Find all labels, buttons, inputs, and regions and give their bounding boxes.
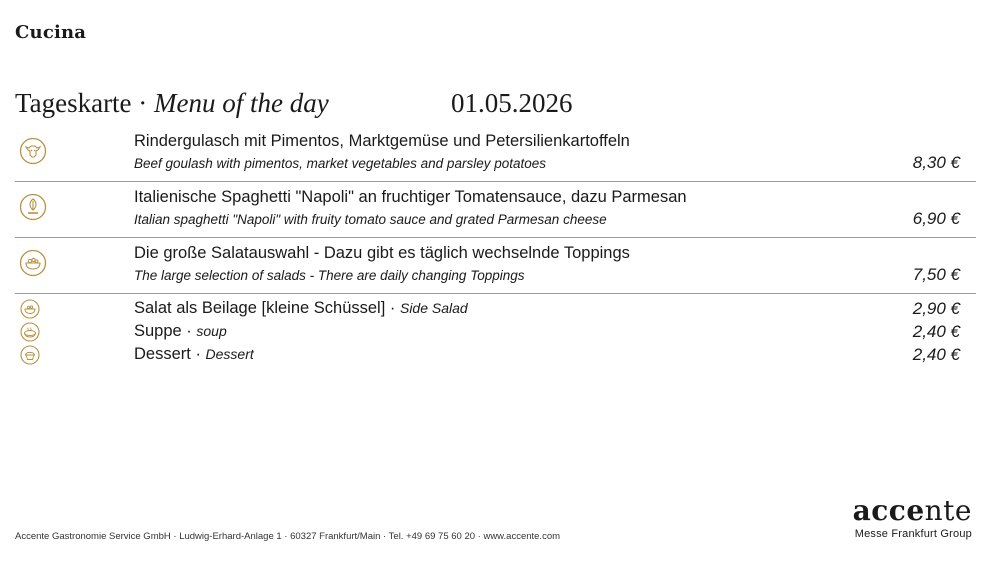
dish-name-en: The large selection of salads - There are daily changing Toppings	[134, 268, 525, 283]
sides-list	[15, 298, 976, 367]
side-name-en: Side Salad	[399, 300, 468, 316]
side-salad-icon	[20, 299, 40, 319]
side-price: 2,40 €	[912, 322, 960, 341]
dish-name-de: Die große Salatauswahl - Dazu gibt es täglich wechselnde Toppings	[134, 244, 630, 262]
dish-price: 6,90 €	[912, 209, 960, 228]
dish-row	[15, 126, 976, 182]
heading-en: Menu of the day	[154, 88, 329, 118]
vegan-icon	[19, 193, 47, 221]
side-name-de: Salat als Beilage [kleine Schüssel]	[134, 299, 386, 317]
dish-name-de: Rindergulasch mit Pimentos, Marktgemüse und Petersilienkartoffeln	[134, 132, 630, 150]
side-separator: ·	[190, 345, 206, 363]
logo-group: Messe Frankfurt Group	[854, 528, 972, 540]
dessert-icon	[20, 345, 40, 365]
side-price: 2,40 €	[912, 345, 960, 364]
side-name-de: Suppe	[134, 322, 182, 340]
accente-logo	[853, 496, 972, 540]
dish-price: 8,30 €	[912, 153, 960, 172]
logo-bold: acce	[852, 494, 925, 527]
side-row	[15, 344, 976, 367]
logo-wordmark	[853, 496, 972, 526]
salad-bowl-icon	[19, 249, 47, 277]
side-separator: ·	[181, 322, 197, 340]
side-name-en: Dessert	[205, 346, 254, 362]
heading-separator: ·	[131, 88, 155, 118]
menu-heading	[15, 88, 573, 119]
beef-icon	[19, 137, 47, 165]
logo-light: nte	[924, 494, 972, 527]
side-separator: ·	[385, 299, 400, 317]
side-name	[134, 322, 227, 341]
dish-list	[15, 126, 976, 294]
dish-name-de: Italienische Spaghetti "Napoli" an fruchtiger Tomatensauce, dazu Parmesan	[134, 188, 687, 206]
side-name	[134, 345, 254, 364]
dish-name-en: Italian spaghetti "Napoli" with fruity tomato sauce and grated Parmesan cheese	[134, 212, 607, 227]
heading-de: Tageskarte	[15, 88, 132, 118]
venue-name: Cucina	[15, 22, 87, 43]
side-row	[15, 298, 976, 321]
side-name-en: soup	[196, 323, 227, 339]
side-name-de: Dessert	[134, 345, 191, 363]
dish-name-en: Beef goulash with pimentos, market vegetables and parsley potatoes	[134, 156, 546, 171]
dish-row	[15, 238, 976, 294]
footer-address: Accente Gastronomie Service GmbH · Ludwig-Erhard-Anlage 1 · 60327 Frankfurt/Main · Tel. +49 69 75 60 20 · www.accente.com	[15, 531, 561, 542]
dish-price: 7,50 €	[912, 265, 960, 284]
soup-icon	[20, 322, 40, 342]
side-row	[15, 321, 976, 344]
dish-row	[15, 182, 976, 238]
side-price: 2,90 €	[912, 299, 960, 318]
side-name	[134, 299, 468, 318]
menu-date: 01.05.2026	[451, 88, 573, 118]
